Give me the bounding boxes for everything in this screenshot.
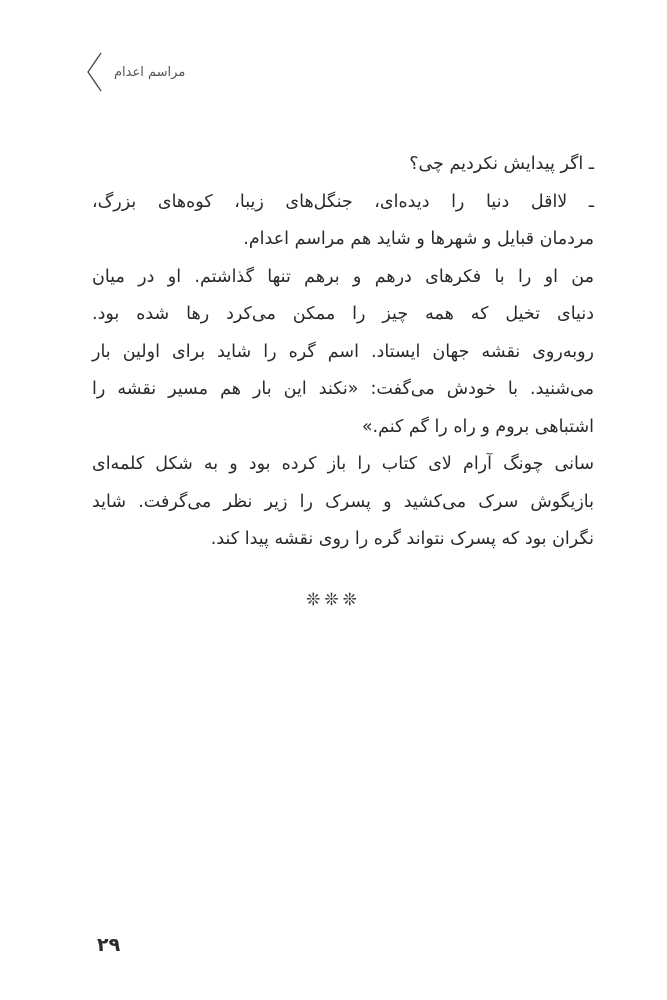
text-line: بازیگوش سرک می‌کشید و پسرک را زیر نظر می‌گرفت. شاید: [92, 491, 594, 512]
text-line: اشتباهی بروم و راه را گم کنم.»: [361, 416, 594, 437]
text-line: نگران بود که پسرک نتواند گره را روی نقشه پیدا کند.: [210, 529, 594, 549]
section-separator: ❊❊❊: [306, 590, 361, 610]
text-line: سانی چونگ آرام لای کتاب را باز کرده بود و به شکل کلمه‌ای: [92, 454, 594, 474]
text-line: مردمان قبایل و شهرها و شاید هم مراسم اعدام.: [243, 229, 594, 249]
text-line: ـ لااقل دنیا را دیده‌ای، جنگل‌های زیبا، کوه‌های بزرگ،: [92, 191, 594, 212]
running-header: [84, 50, 185, 94]
text-line: دنیای تخیل که همه چیز را ممکن می‌کرد رها شده بود.: [92, 304, 594, 324]
text-line: ـ اگر پیدایش نکردیم چی؟: [409, 154, 594, 174]
text-line: می‌شنید. با خودش می‌گفت: «نکند این بار هم مسیر نقشه را: [92, 379, 594, 399]
page-number: ۲۹: [97, 934, 121, 956]
running-header-title: مراسم اعدام: [114, 64, 186, 80]
chevron-left-icon: [84, 50, 106, 94]
body-text: [92, 146, 594, 559]
text-line: من او را با فکرهای درهم و برهم تنها گذاشتم. او در میان: [92, 266, 594, 287]
text-line: روبه‌روی نقشه جهان ایستاد. اسم گره را شاید برای اولین بار: [92, 341, 594, 362]
